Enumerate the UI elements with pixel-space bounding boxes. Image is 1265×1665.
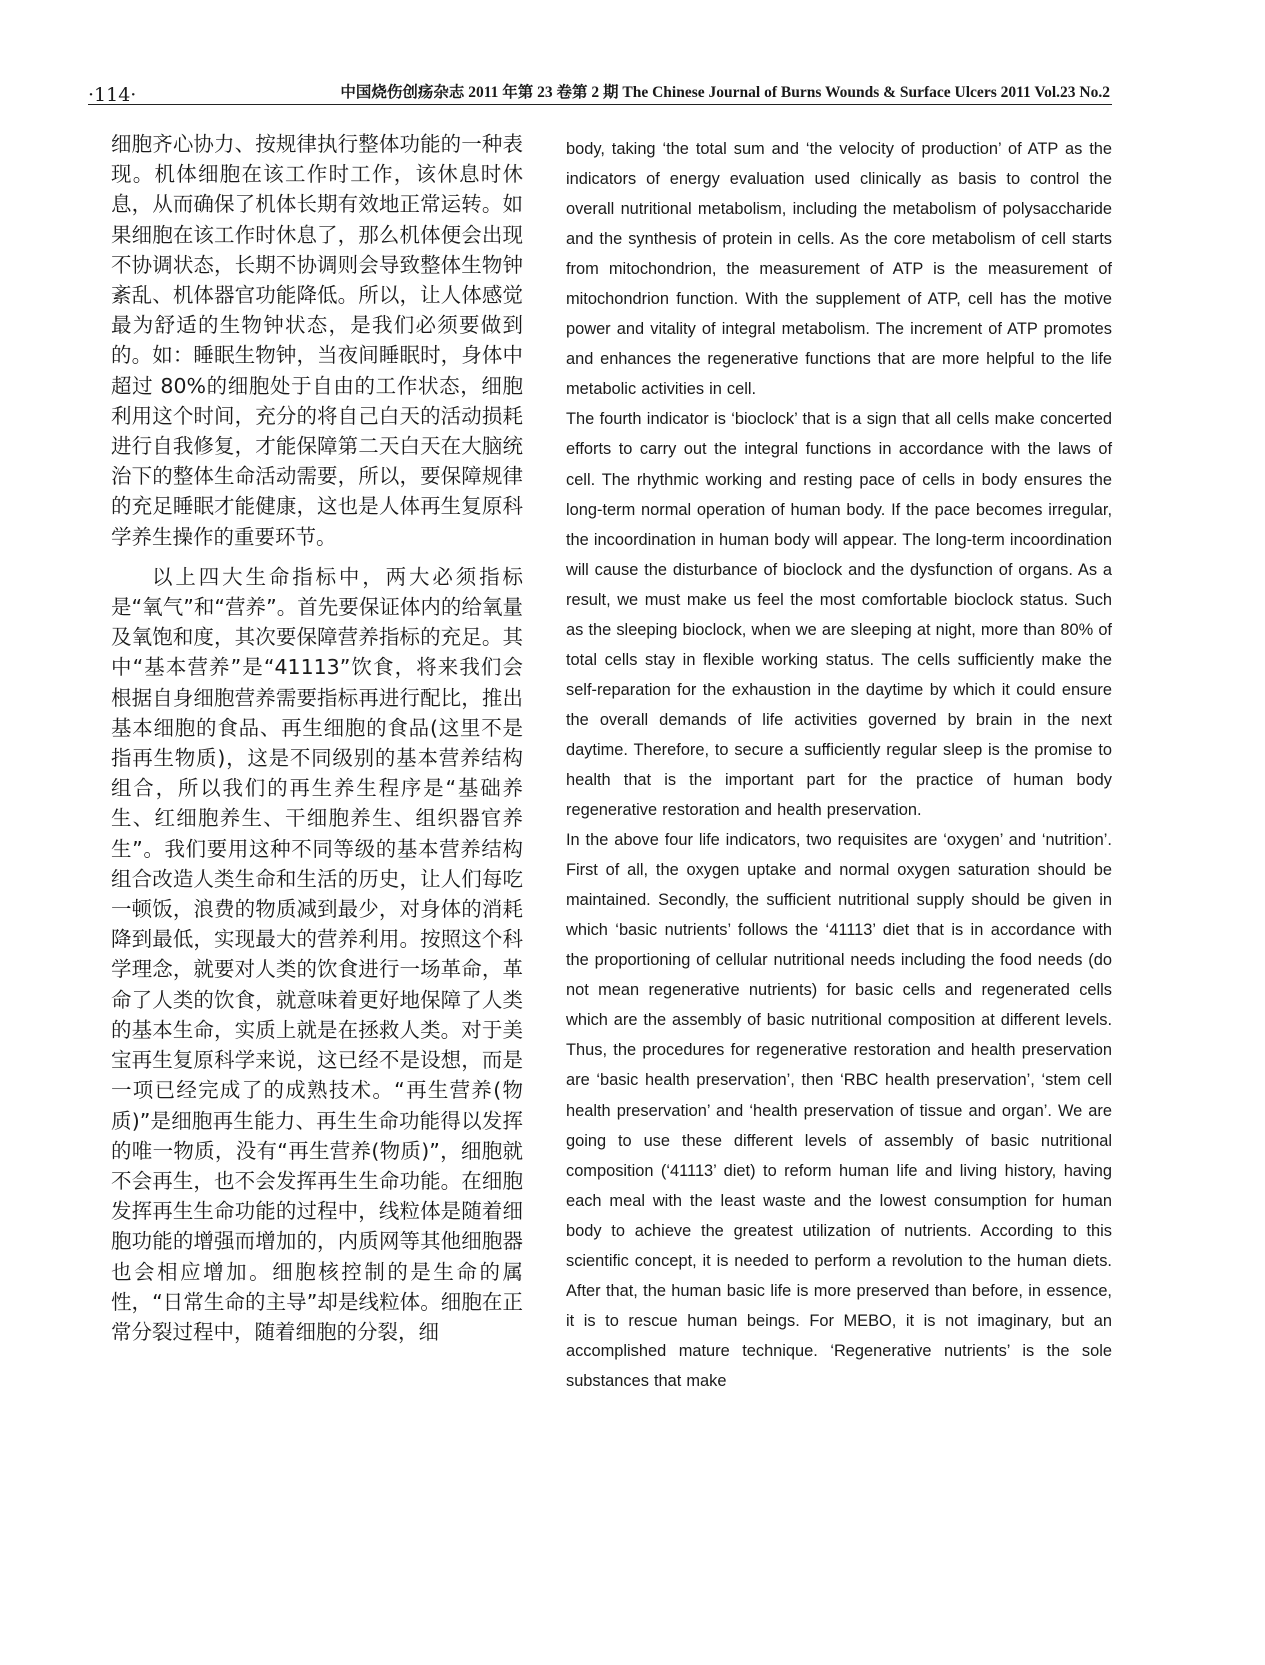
right-paragraph-1: body, taking ‘the total sum and ‘the velocity of production’ of ATP as the indicators of energy evaluation used clinically as basis to control the overall nutritional metabolism, including the metabolism of polysaccharide and the synthesis of protein in cells. As the core metabolism of cell starts from mitochondrion, the measurement of ATP is the measurement of mitochondrion function. With the supplement of ATP, cell has the motive power and vitality of integral metabolism. The increment of ATP promotes and enhances the regenerative functions that are more helpful to the life metabolic activities in cell. [566,140,1112,399]
left-paragraph-1: 细胞齐心协力、按规律执行整体功能的一种表现。机体细胞在该工作时工作，该休息时休息，从而确保了机体长期有效地正常运转。如果细胞在该工作时休息了，那么机体便会出现不协调状态，长期不协调则会导致整体生物钟紊乱、机体器官功能降低。所以，让人体感觉最为舒适的生物钟状态，是我们必须要做到的。如：睡眠生物钟，当夜间睡眠时，身体中超过 80%的细胞处于自由的工作状态，细胞利用这个时间，充分的将自己白天的活动损耗进行自我修复，才能保障第二天白天在大脑统治下的整体生命活动需要，所以，要保障规律的充足睡眠才能健康，这也是人体再生复原科学养生操作的重要环节。 [111,132,523,549]
page-number: ·114· [88,84,137,106]
running-header: 中国烧伤创疡杂志 2011 年第 23 卷第 2 期 The Chinese Journal of Burns Wounds & Surface Ulcers 2011 Vol.23 No.2 [340,84,1110,101]
header-rule [88,104,1112,105]
left-column [111,129,523,1347]
right-column [566,134,1112,1396]
right-paragraph-2: The fourth indicator is ‘bioclock’ that is a sign that all cells make concerted efforts to carry out the integral functions in accordance with the laws of cell. The rhythmic working and resting pace of cells in body ensures the long-term normal operation of human body. If the pace becomes irregular, the incoordination in human body will appear. The long-term incoordination will cause the disturbance of bioclock and the dysfunction of organs. As a result, we must make us feel the most comfortable bioclock status. Such as the sleeping bioclock, when we are sleeping at night, more than 80% of total cells stay in flexible working status. The cells sufficiently make the self-reparation for the exhaustion in the daytime by which it could ensure the overall demands of life activities governed by brain in the next daytime. Therefore, to secure a sufficiently regular sleep is the promise to health that is the important part for the practice of human body regenerative restoration and health preservation. [566,410,1112,820]
right-paragraph-3: In the above four life indicators, two requisites are ‘oxygen’ and ‘nutrition’. First of all, the oxygen uptake and normal oxygen saturation should be maintained. Secondly, the sufficient nutritional supply should be given in which ‘basic nutrients’ follows the ‘41113’ diet that is in accordance with the proportioning of cellular nutritional needs including the food needs (do not mean regenerative nutrients) for basic cells and regenerated cells which are the assembly of basic nutritional composition at different levels. Thus, the procedures for regenerative restoration and health preservation are ‘basic health preservation’, then ‘RBC health preservation’, ‘stem cell health preservation’ and ‘health preservation of tissue and organ’. We are going to use these different levels of assembly of basic nutritional composition (‘41113’ diet) to reform human life and living history, having each meal with the least waste and the lowest consumption for human body to achieve the greatest utilization of nutrients. According to this scientific concept, it is needed to perform a revolution to the human diets. After that, the human basic life is more preserved than before, in essence, it is to rescue human beings. For MEBO, it is not imaginary, but an accomplished mature technique. ‘Regenerative nutrients’ is the sole substances that make [566,831,1112,1390]
left-paragraph-2: 以上四大生命指标中，两大必须指标是“氧气”和“营养”。首先要保证体内的给氧量及氧饱和度，其次要保障营养指标的充足。其中“基本营养”是“41113”饮食，将来我们会根据自身细胞营养需要指标再进行配比，推出基本细胞的食品、再生细胞的食品(这里不是指再生物质)，这是不同级别的基本营养结构组合，所以我们的再生养生程序是“基础养生、红细胞养生、干细胞养生、组织器官养生”。我们要用这种不同等级的基本营养结构组合改造人类生命和生活的历史，让人们每吃一顿饭，浪费的物质减到最少，对身体的消耗降到最低，实现最大的营养利用。按照这个科学理念，就要对人类的饮食进行一场革命，革命了人类的饮食，就意味着更好地保障了人类的基本生命，实质上就是在拯救人类。对于美宝再生复原科学来说，这已经不是设想，而是一项已经完成了的成熟技术。“再生营养(物质)”是细胞再生能力、再生生命功能得以发挥的唯一物质，没有“再生营养(物质)”，细胞就不会再生，也不会发挥再生生命功能。在细胞发挥再生生命功能的过程中，线粒体是随着细胞功能的增强而增加的，内质网等其他细胞器也会相应增加。细胞核控制的是生命的属性，“日常生命的主导”却是线粒体。细胞在正常分裂过程中，随着细胞的分裂，细 [111,564,523,1344]
